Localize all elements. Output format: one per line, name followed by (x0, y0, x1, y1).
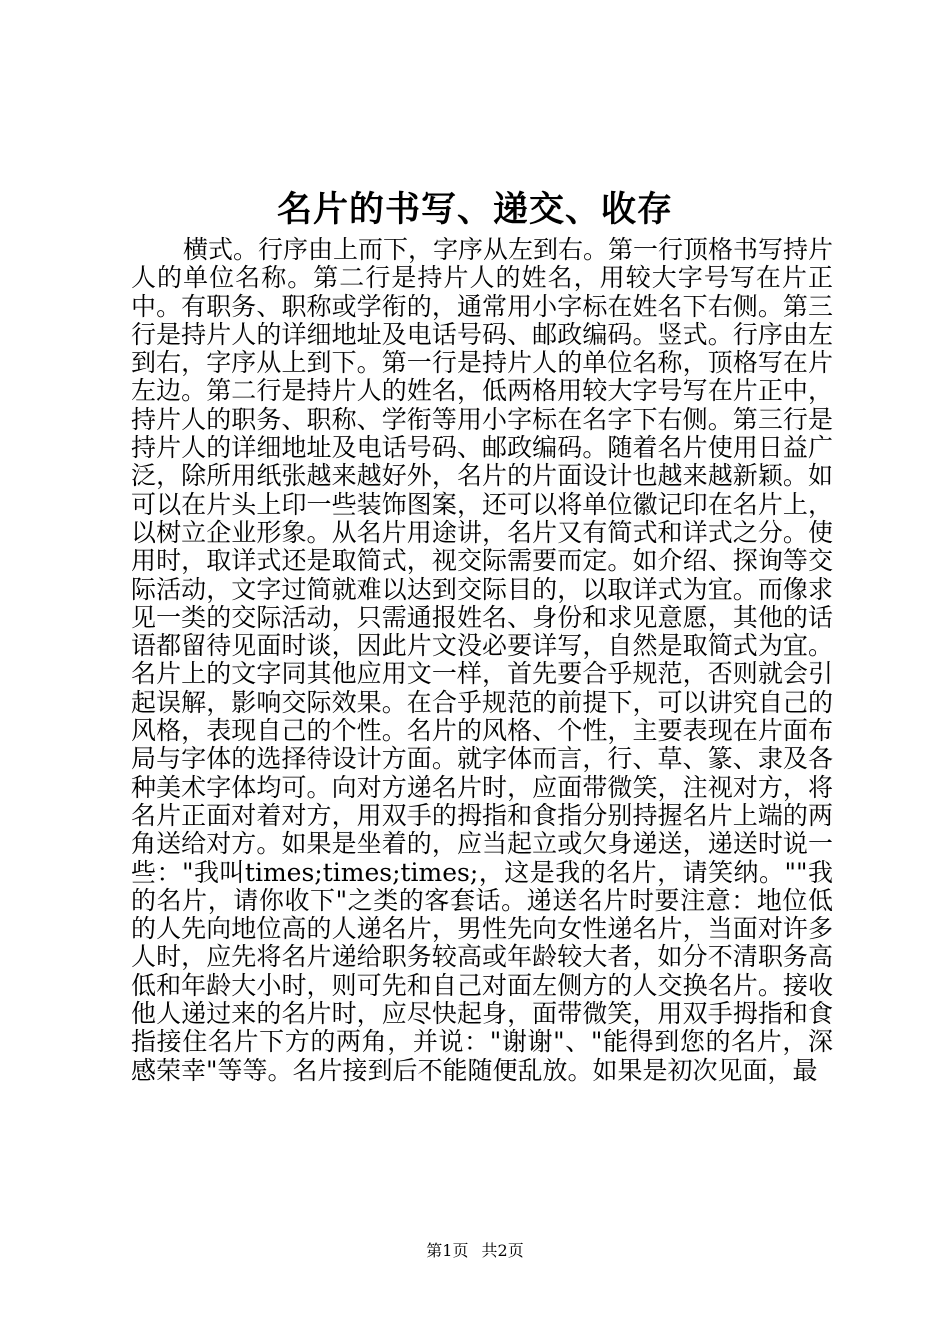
page-number-current: 第1页 (426, 1241, 469, 1260)
page-number-total: 共2页 (481, 1241, 524, 1260)
page-footer (0, 1239, 950, 1263)
document-body-paragraph: 横式。行序由上而下，字序从左到右。第一行顶格书写持片人的单位名称。第二行是持片人的姓名，用较大字号写在片正中。有职务、职称或学衔的，通常用小字标在姓名下右侧。第三行是持片人的详细地址及电话号码、邮政编码。竖式。行序由左到右，字序从上到下。第一行是持片人的单位名称，顶格写在片左边。第二行是持片人的姓名，低两格用较大字号写在片正中，持片人的职务、职称、学衔等用小字标在名字下右侧。第三行是持片人的详细地址及电话号码、邮政编码。随着名片使用日益广泛，除所用纸张越来越好外，名片的片面设计也越来越新颖。如可以在片头上印一些装饰图案，还可以将单位徽记印在名片上，以树立企业形象。从名片用途讲，名片又有简式和详式之分。使用时，取详式还是取简式，视交际需要而定。如介绍、探询等交际活动，文字过简就难以达到交际目的，以取详式为宜。而像求见一类的交际活动，只需通报姓名、身份和求见意愿，其他的话语都留待见面时谈，因此片文没必要详写，自然是取简式为宜。名片上的文字同其他应用文一样，首先要合乎规范，否则就会引起误解，影响交际效果。在合乎规范的前提下，可以讲究自己的风格，表现自己的个性。名片的风格、个性，主要表现在片面布局与字体的选择待设计方面。就字体而言，行、草、篆、隶及各种美术字体均可。向对方递名片时，应面带微笑，注视对方，将名片正面对着对方，用双手的拇指和食指分别持握名片上端的两角送给对方。如果是坐着的，应当起立或欠身递送，递送时说一些："我叫times;times;times;，这是我的名片，请笑纳。""我的名片，请你收下"之类的客套话。递送名片时要注意：地位低的人先向地位高的人递名片，男性先向女性递名片，当面对许多人时，应先将名片递给职务较高或年龄较大者，如分不清职务高低和年龄大小时，则可先和自己对面左侧方的人交换名片。接收他人递过来的名片时，应尽快起身，面带微笑，用双手拇指和食指接住名片下方的两角，并说："谢谢"、"能得到您的名片，深感荣幸"等等。名片接到后不能随便乱放。如果是初次见面，最 (131, 235, 834, 1085)
document-title: 名片的书写、递交、收存 (276, 189, 673, 230)
